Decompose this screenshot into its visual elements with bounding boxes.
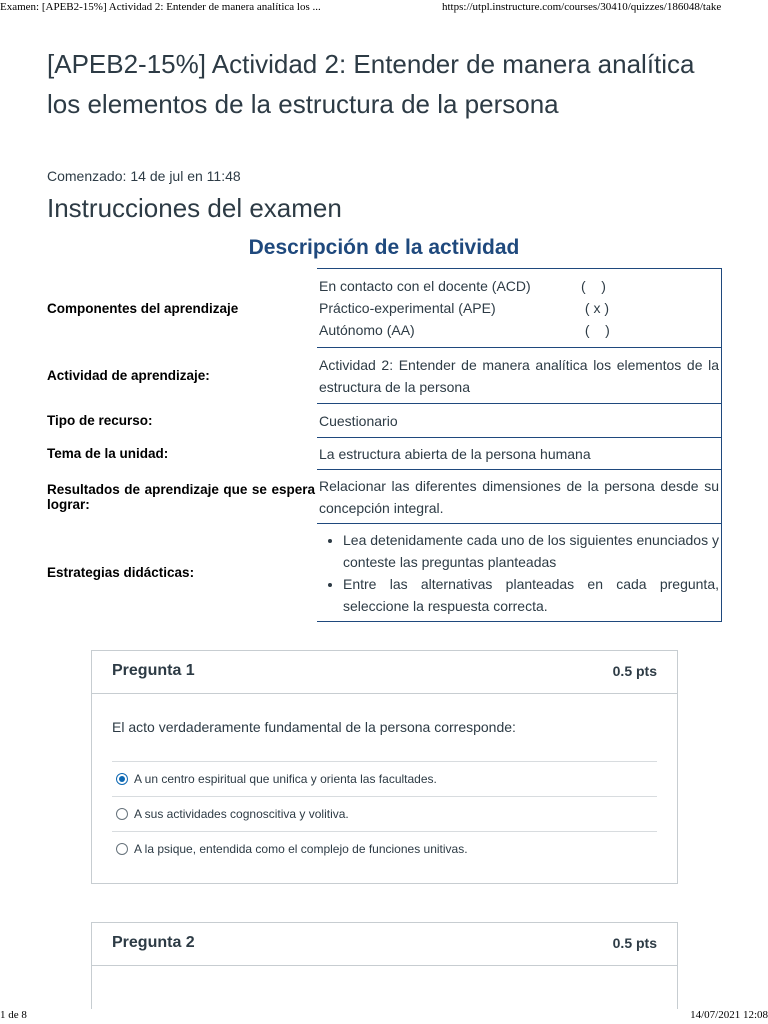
list-item: • Entre las alternativas planteadas en cada pregunta, seleccione la respuesta correcta. xyxy=(343,573,719,617)
list-item: • Lea detenidamente cada uno de los siguientes enunciados y conteste las preguntas planteadas xyxy=(343,529,719,573)
component-name: Autónomo (AA) xyxy=(319,322,415,338)
started-label: Comenzado: xyxy=(47,168,127,184)
unit-topic-value: La estructura abierta de la persona humana xyxy=(317,438,722,470)
component-mark: ( ) xyxy=(581,278,606,294)
activity-description-table xyxy=(47,268,722,622)
component-mark: ( x ) xyxy=(581,300,609,316)
question-points: 0.5 pts xyxy=(612,663,657,679)
print-header xyxy=(0,0,768,16)
resource-type-label: Tipo de recurso: xyxy=(47,413,153,428)
resource-type-value: Cuestionario xyxy=(317,404,722,438)
unit-topic-label: Tema de la unidad: xyxy=(47,446,169,461)
answer-list xyxy=(112,761,657,866)
components-value xyxy=(317,269,722,348)
table-row xyxy=(47,438,722,470)
question-title: Pregunta 1 xyxy=(112,662,195,679)
started-value: 14 de jul en 11:48 xyxy=(130,168,241,184)
component-line xyxy=(319,275,719,297)
print-header-url: https://utpl.instructure.com/courses/30410/quizzes/186048/take xyxy=(442,1,722,13)
answer-option[interactable] xyxy=(112,761,657,796)
components-label: Componentes del aprendizaje xyxy=(47,300,239,316)
learning-results-label: Resultados de aprendizaje que se espera lograr: xyxy=(47,481,315,512)
component-line xyxy=(319,319,719,341)
question-header xyxy=(92,923,677,966)
answer-text: A la psique, entendida como el complejo de funciones unitivas. xyxy=(134,842,468,856)
table-row xyxy=(47,269,722,348)
print-header-title: Examen: [APEB2-15%] Actividad 2: Entender de manera analítica los ... xyxy=(0,1,321,13)
learning-results-value: Relacionar las diferentes dimensiones de la persona desde su concepción integral. xyxy=(317,470,722,524)
answer-option[interactable] xyxy=(112,796,657,831)
table-row xyxy=(47,470,722,524)
component-mark: ( ) xyxy=(581,322,610,338)
table-row xyxy=(47,348,722,404)
learning-activity-label: Actividad de aprendizaje: xyxy=(47,368,210,383)
radio-icon[interactable] xyxy=(116,808,128,820)
table-row xyxy=(47,404,722,438)
answer-option[interactable] xyxy=(112,831,657,866)
quiz-started xyxy=(47,168,241,184)
question-2 xyxy=(91,922,678,1009)
component-name: En contacto con el docente (ACD) xyxy=(319,278,531,294)
strategies-label: Estrategias didácticas: xyxy=(47,565,195,580)
radio-selected-icon[interactable] xyxy=(116,773,128,785)
print-footer xyxy=(0,1008,768,1024)
strategies-value xyxy=(317,524,722,622)
learning-activity-value: Actividad 2: Entender de manera analítica los elementos de la estructura de la persona xyxy=(317,348,722,404)
question-title: Pregunta 2 xyxy=(112,934,195,951)
component-line xyxy=(319,297,719,319)
question-points: 0.5 pts xyxy=(612,935,657,951)
component-name: Práctico-experimental (APE) xyxy=(319,300,496,316)
question-header xyxy=(92,651,677,694)
answer-text: A un centro espiritual que unifica y orienta las facultades. xyxy=(134,772,437,786)
answer-text: A sus actividades cognoscitiva y volitiva. xyxy=(134,807,349,821)
activity-description-title: Descripción de la actividad xyxy=(248,236,520,259)
radio-icon[interactable] xyxy=(116,843,128,855)
quiz-title: [APEB2-15%] Actividad 2: Entender de manera analítica los elementos de la estructura de la persona xyxy=(47,49,695,119)
instructions-title: Instrucciones del examen xyxy=(47,193,342,223)
question-text: El acto verdaderamente fundamental de la persona corresponde: xyxy=(112,719,516,735)
page-number: 1 de 8 xyxy=(0,1009,27,1021)
print-datetime: 14/07/2021 12:08 xyxy=(690,1009,768,1021)
question-1 xyxy=(91,650,678,884)
table-row xyxy=(47,524,722,622)
strategies-list xyxy=(319,529,719,617)
